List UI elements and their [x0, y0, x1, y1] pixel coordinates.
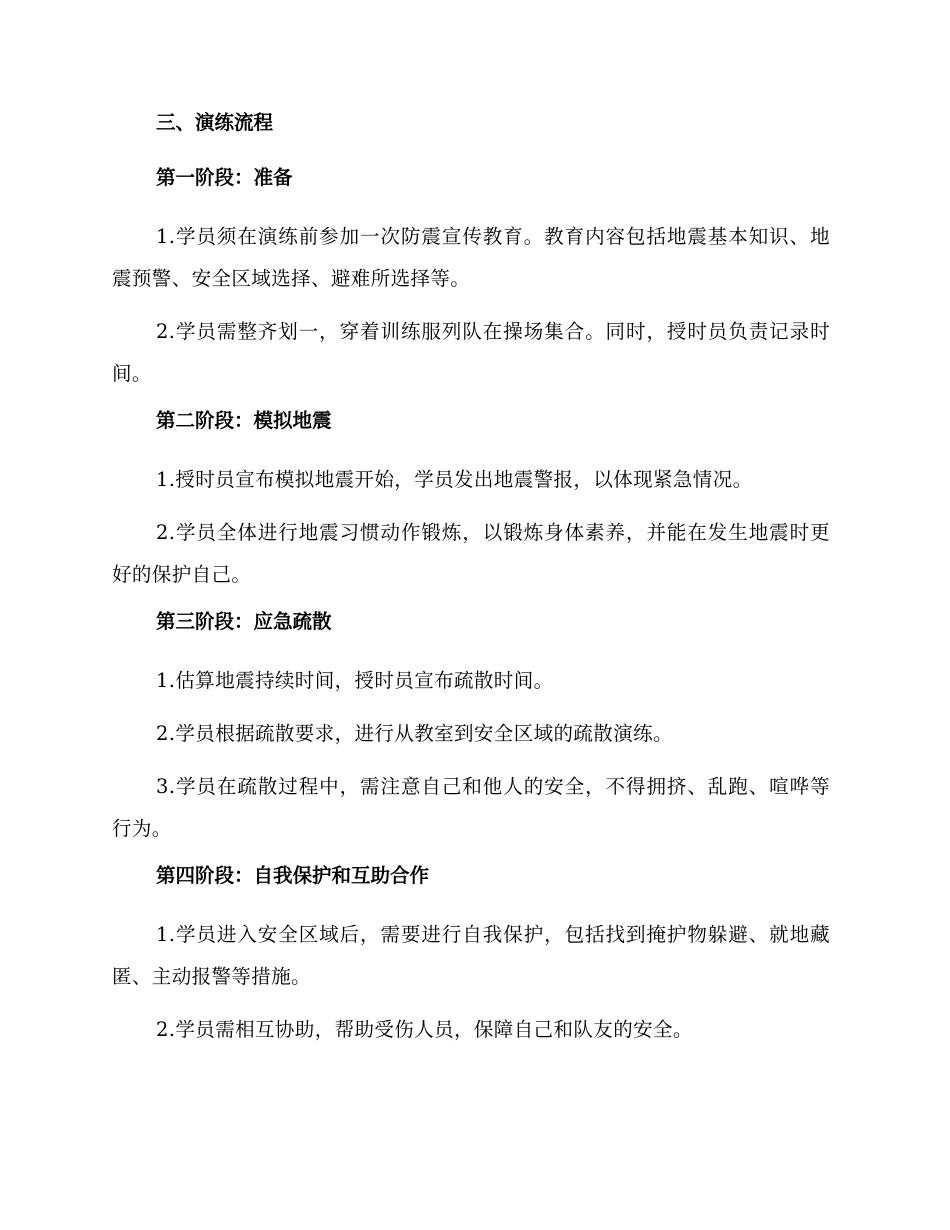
- stage-4-title: 第四阶段：自我保护和互助合作: [156, 864, 430, 887]
- stage-2-item-1: 1.授时员宣布模拟地震开始，学员发出地震警报，以体现紧急情况。: [156, 468, 753, 491]
- stage-3: [112, 607, 830, 850]
- stage-4: [112, 861, 830, 1051]
- stage-2: [112, 406, 830, 596]
- stage-1-title: 第一阶段：准备: [156, 166, 293, 189]
- section-title: 三、演练流程: [156, 111, 274, 134]
- stage-3-item-2: 2.学员根据疏散要求，进行从教室到安全区域的疏散演练。: [156, 722, 673, 745]
- stage-1-item-2: 2.学员需整齐划一，穿着训练服列队在操场集合。同时，授时员负责记录时间。: [112, 320, 830, 385]
- stage-1-item-1: 1.学员须在演练前参加一次防震宣传教育。教育内容包括地震基本知识、地震预警、安全区域选择、避难所选择等。: [112, 225, 830, 290]
- stage-3-title: 第三阶段：应急疏散: [156, 610, 332, 633]
- stage-4-item-1: 1.学员进入安全区域后，需要进行自我保护，包括找到掩护物躲避、就地藏匿、主动报警等措施。: [112, 923, 830, 988]
- stage-4-item-2: 2.学员需相互协助，帮助受伤人员，保障自己和队友的安全。: [156, 1018, 693, 1041]
- stage-2-item-2: 2.学员全体进行地震习惯动作锻炼，以锻炼身体素养，并能在发生地震时更好的保护自己。: [112, 521, 830, 586]
- stage-3-item-3: 3.学员在疏散过程中，需注意自己和他人的安全，不得拥挤、乱跑、喧哗等行为。: [112, 775, 830, 840]
- stage-2-title: 第二阶段：模拟地震: [156, 409, 332, 432]
- stage-3-item-1: 1.估算地震持续时间，授时员宣布疏散时间。: [156, 669, 554, 692]
- stage-1: [112, 163, 830, 395]
